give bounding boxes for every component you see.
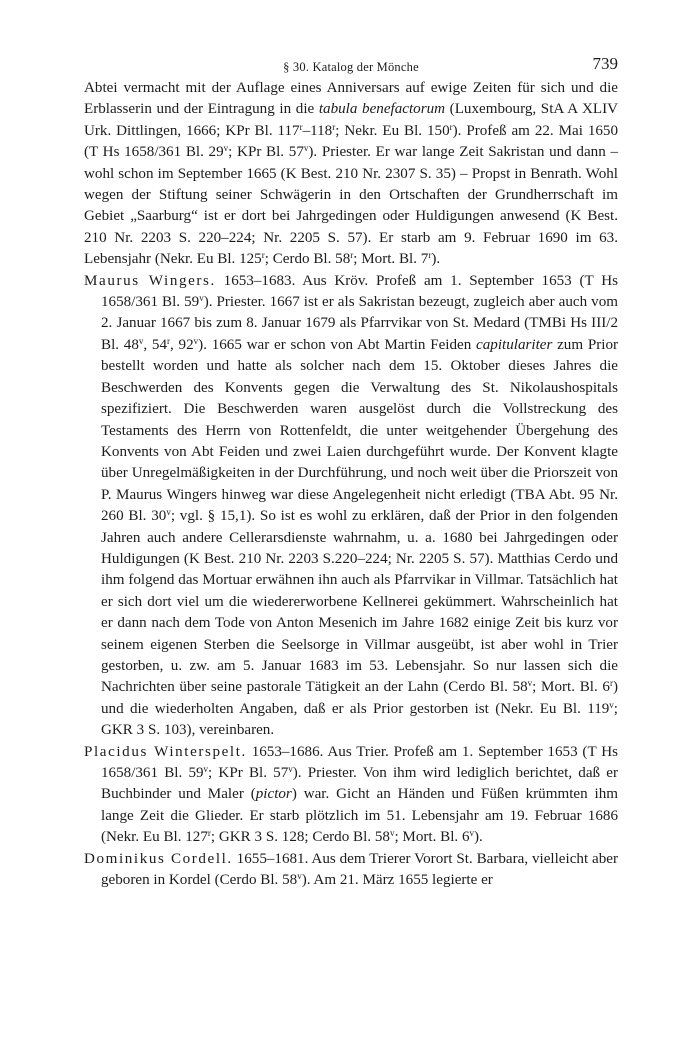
catalog-entry	[84, 849, 618, 892]
page-number: 739	[592, 54, 618, 73]
monk-name: Dominikus Cordell.	[84, 850, 233, 867]
catalog-entry	[84, 742, 618, 849]
catalog-entry	[84, 271, 618, 742]
entry-continuation: Abtei vermacht mit der Auflage eines Anniversars auf ewige Zeiten für sich und die Erblasserin und der Eintragung in die tabula benefactorum (Luxembourg, StA A XLIV Urk. Dittlingen, 1666; KPr Bl. 117$^r$–118$^r$; Nekr. Eu Bl. 150$^r$). Profeß am 22. Mai 1650 (T Hs 1658/361 Bl. 29$^v$; KPr Bl. 57$^v$). Priester. Er war lange Zeit Sakristan und dann – wohl schon im September 1665 (K Best. 210 Nr. 2307 S. 35) – Propst in Benrath. Wohl wegen der Stiftung seiner Schwägerin in den Ortschaften der Grundherrschaft im Gebiet „Saarburg“ ist er dort bei Jahrgedingen oder Huldigungen anwesend (K Best. 210 Nr. 2203 S. 220–224; Nr. 2205 S. 57). Er starb am 9. Februar 1690 im 63. Lebensjahr (Nekr. Eu Bl. 125$^r$; Cerdo Bl. 58$^r$; Mort. Bl. 7$^r$).	[84, 80, 619, 268]
monk-name: Maurus Wingers.	[84, 272, 216, 289]
page	[84, 54, 618, 891]
entry-text: 1653–1683. Aus Kröv. Profeß am 1. September 1653 (T Hs 1658/361 Bl. 59$^v$). Priester. 1667 ist er als Sakristan bezeugt, zugleich aber auch vom 2. Januar 1667 bis zum 8. Januar 1679 als Pfarrvikar von St. Medard (TMBi Hs III/2 Bl. 48$^v$, 54$^r$, 92$^v$). 1665 war er schon von Abt Martin Feiden capitulariter zum Prior bestellt worden und hatte als solcher nach dem 15. Oktober dieses Jahres die Beschwerden des Konvents gegen die Verwaltung des St. Nikolaushospitals spezifiziert. Die Beschwerden waren ausgelöst durch die Vollstreckung des Testaments des Herrn von Rottenfeldt, die unter weitgehender Übergehung des Konvents von Abt Feiden und zwei Laien durchgeführt wurde. Der Konvent klagte über Unregelmäßigkeiten in der Durchführung, und noch weit über die Priorszeit von P. Maurus Wingers hinweg war diese Angelegenheit nicht erledigt (TBA Abt. 95 Nr. 260 Bl. 30$^v$; vgl. § 15,1). So ist es wohl zu erklären, daß der Prior in den folgenden Jahren auch andere Cellerarsdienste wahrnahm, u. a. 1680 bei Jahrgedingen oder Huldigungen (K Best. 210 Nr. 2203 S.220–224; Nr. 2205 S. 57). Matthias Cerdo und ihm folgend das Mortuar erwähnen ihn auch als Pfarrvikar in Villmar. Tatsächlich hat er sich dort viel um die wiedererworbene Kellnerei gekümmert. Wahrscheinlich hat er dann nach dem Tode von Anton Mesenich im Jahre 1682 einige Zeit bis kurz vor seinem eigenen Sterben die Seelsorge in Villmar ausgeübt, ist aber wohl in Trier gestorben, u. zw. am 5. Januar 1683 im 53. Lebensjahr. So nur lassen sich die Nachrichten über seine pastorale Tätigkeit an der Lahn (Cerdo Bl. 58$^v$; Mort. Bl. 6$^r$) und die wiederholten Angaben, daß er als Prior gestorben ist (Nekr. Eu Bl. 119$^v$; GKR 3 S. 103), vereinbaren.	[101, 272, 619, 739]
running-head: § 30. Katalog der Mönche	[283, 60, 419, 74]
entry-text: 1655–1681. Aus dem Trierer Vorort St. Barbara, vielleicht aber geboren in Kordel (Cerdo Bl. 58$^v$). Am 21. März 1655 legierte er	[101, 850, 618, 889]
entry-text: 1653–1686. Aus Trier. Profeß am 1. September 1653 (T Hs 1658/361 Bl. 59$^v$; KPr Bl. 57$^v$). Priester. Von ihm wird lediglich berichtet, daß er Buchbinder und Maler (pictor) war. Gicht an Händen und Füßen krümmten ihm lange Zeit die Glieder. Er starb plötzlich im 51. Lebensjahr am 19. Februar 1686 (Nekr. Eu Bl. 127$^r$; GKR 3 S. 128; Cerdo Bl. 58$^v$; Mort. Bl. 6$^v$).	[101, 743, 618, 846]
body-text	[84, 78, 618, 891]
monk-name: Placidus Winterspelt.	[84, 743, 247, 760]
page-header	[84, 54, 618, 78]
